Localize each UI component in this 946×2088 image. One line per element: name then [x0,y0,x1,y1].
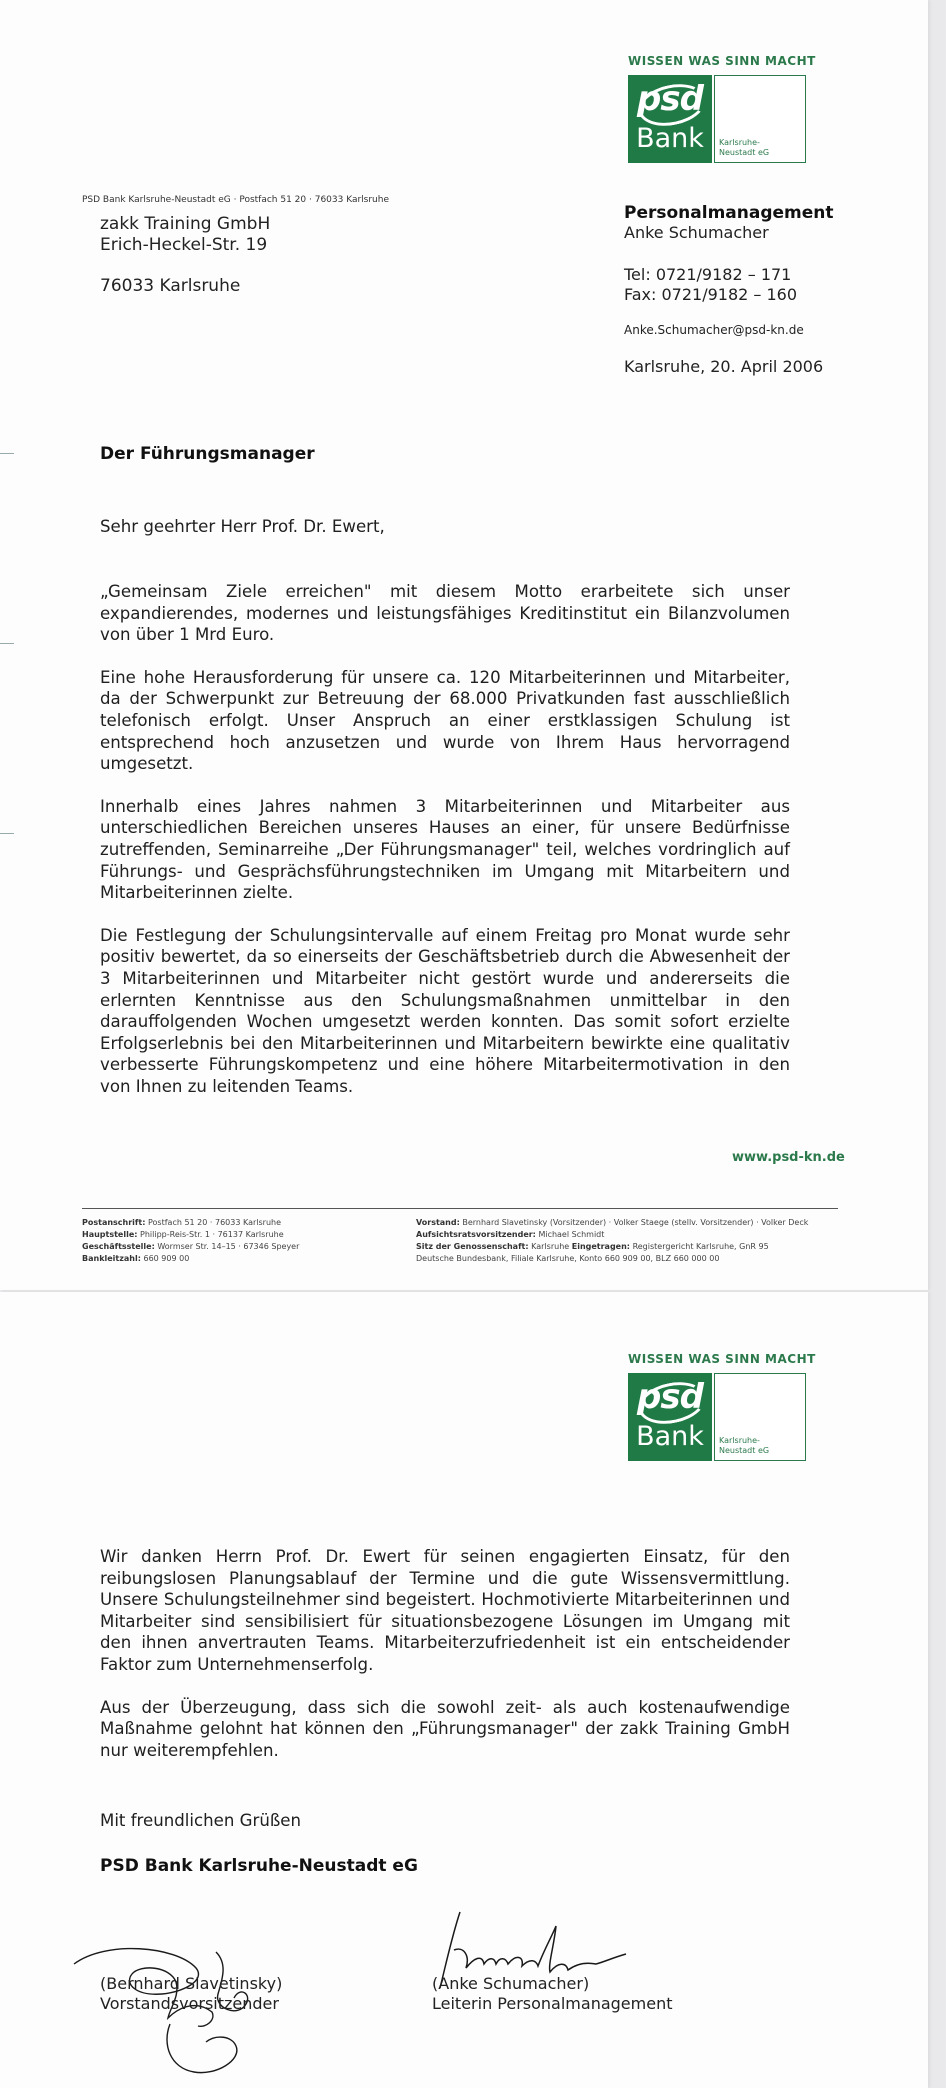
footer-line: Sitz der Genossenschaft: Karlsruhe Eingetragen: Registergericht Karlsruhe, GnR 95 [416,1242,769,1251]
salutation: Sehr geehrter Herr Prof. Dr. Ewert, [100,517,385,536]
body-paragraph: Innerhalb eines Jahres nahmen 3 Mitarbeiterinnen und Mitarbeiter aus unterschiedlichen Bereichen unseres Hauses an einer, für unsere Bedürfnisse zutreffenden, Seminarreihe „Der Führungsmanager" teil, welches vordringlich auf Führungs- und Gesprächsführungstechniken im Umgang mit Mitarbeitern und Mitarbeiterinnen zielte. [100,796,790,903]
footer-line: Aufsichtsratsvorsitzender: Michael Schmidt [416,1230,605,1239]
footer-line: Deutsche Bundesbank, Filiale Karlsruhe, Konto 660 909 00, BLZ 660 000 00 [416,1254,720,1263]
logo-mark [628,1373,712,1461]
footer-line: Geschäftsstelle: Wormser Str. 14–15 · 67346 Speyer [82,1242,300,1251]
logo-location-box [714,75,806,163]
letter-date: Karlsruhe, 20. April 2006 [624,357,824,376]
letter-body-page-1 [100,581,790,1097]
body-paragraph: Eine hohe Herausforderung für unsere ca. 120 Mitarbeiterinnen und Mitarbeiter, da der Schwerpunkt zur Betreuung der 68.000 Privatkunden fast ausschließlich telefonisch erfolgt. Unser Anspruch an einer erstklassigen Schulung ist entsprechend hoch anzusetzen und wurde von Ihrem Haus hervorragend umgesetzt. [100,667,790,774]
recipient-street: Erich-Heckel-Str. 19 [100,235,268,255]
body-paragraph: „Gemeinsam Ziele erreichen" mit diesem Motto erarbeitete sich unser expandierendes, modernes und leistungsfähiges Kreditinstitut ein Bilanzvolumen von über 1 Mrd Euro. [100,582,790,645]
closing: Mit freundlichen Grüßen [100,1811,302,1830]
footer-line: Postanschrift: Postfach 51 20 · 76033 Karlsruhe [82,1218,282,1227]
letter-body-page-2 [100,1546,790,1761]
letter-page-2 [0,1292,928,2088]
letter-subject: Der Führungsmanager [100,444,315,464]
contact-tel: Tel: 0721/9182 – 171 [624,265,792,284]
logo-location-box [714,1373,806,1461]
slogan: WISSEN WAS SINN MACHT [628,54,816,68]
recipient-company: zakk Training GmbH [100,214,271,234]
footer-line: Vorstand: Bernhard Slavetinsky (Vorsitzender) · Volker Staege (stellv. Vorsitzender) · Volker Deck [416,1218,809,1227]
contact-block [624,203,834,377]
signatory-role: Leiterin Personalmanagement [432,1994,673,2013]
logo-bank-text: Bank [636,123,704,154]
slogan: WISSEN WAS SINN MACHT [628,1352,816,1366]
logo-psd-text: psd [637,79,703,119]
sender-line: PSD Bank Karlsruhe-Neustadt eG · Postfach 51 20 · 76033 Karlsruhe [82,195,390,205]
footer-right [416,1217,846,1265]
contact-department: Personalmanagement [624,203,834,223]
footer-divider [82,1208,838,1209]
body-paragraph: Die Festlegung der Schulungsintervalle auf einem Freitag pro Monat wurde sehr positiv bewertet, da so einerseits der Geschäftsbetrieb durch die Abwesenheit der 3 Mitarbeiterinnen und Mitarbeiter nicht gestört wurde und andererseits die erlernten Kenntnisse aus den Schulungsmaßnahmen unmittelbar in den darauffolgenden Wochen umgesetzt werden konnten. Das somit sofort erzielte Erfolgserlebnis bei den Mitarbeiterinnen und Mitarbeitern bewirkte eine qualitativ verbesserte Führungskompetenz und eine höhere Mitarbeitermotivation in den von Ihnen zu leitenden Teams. [100,925,790,1096]
logo-location-line: Karlsruhe- [719,1436,760,1445]
footer-line: Hauptstelle: Philipp-Reis-Str. 1 · 76137 Karlsruhe [82,1230,284,1239]
logo-location-line: Neustadt eG [719,1446,770,1455]
footer-left [82,1217,412,1265]
closing-company: PSD Bank Karlsruhe-Neustadt eG [100,1856,418,1876]
signatory-1 [100,1974,282,2014]
signatory-role: Vorstandsvorsitzender [100,1994,279,2013]
body-paragraph: Aus der Überzeugung, dass sich die sowohl zeit- als auch kostenaufwendige Maßnahme gelohnt hat können den „Führungsmanager" der zakk Training GmbH nur weiterempfehlen. [100,1697,790,1760]
psd-bank-logo [628,75,806,165]
logo-location-line: Neustadt eG [719,148,770,157]
recipient-address [100,214,270,297]
fold-mark [0,453,14,454]
body-paragraph: Wir danken Herrn Prof. Dr. Ewert für seinen engagierten Einsatz, für den reibungslosen Planungsablauf der Termine und die gute Wissensvermittlung. Unsere Schulungsteilnehmer sind begeistert. Hochmotivierte Mitarbeiterinnen und Mitarbeiter sind sensibilisiert für situationsbezogene Lösungen im Umgang mit den ihnen anvertrauten Teams. Mitarbeiterzufriedenheit ist ein entscheidender Faktor zum Unternehmenserfolg. [100,1547,790,1674]
logo-location-line: Karlsruhe- [719,138,760,147]
fold-mark [0,643,14,644]
footer-line: Bankleitzahl: 660 909 00 [82,1254,190,1263]
contact-fax: Fax: 0721/9182 – 160 [624,285,798,304]
contact-name: Anke Schumacher [624,223,769,242]
website-link[interactable]: www.psd-kn.de [732,1150,845,1165]
signatory-name: (Anke Schumacher) [432,1974,590,1993]
logo-bank-text: Bank [636,1421,704,1452]
recipient-city: 76033 Karlsruhe [100,276,241,296]
signatory-2 [432,1974,672,2014]
logo-mark [628,75,712,163]
psd-bank-logo [628,1373,806,1463]
contact-email: Anke.Schumacher@psd-kn.de [624,323,804,337]
fold-mark [0,833,14,834]
logo-psd-text: psd [637,1377,703,1417]
signatory-name: (Bernhard Slavetinsky) [100,1974,283,1993]
